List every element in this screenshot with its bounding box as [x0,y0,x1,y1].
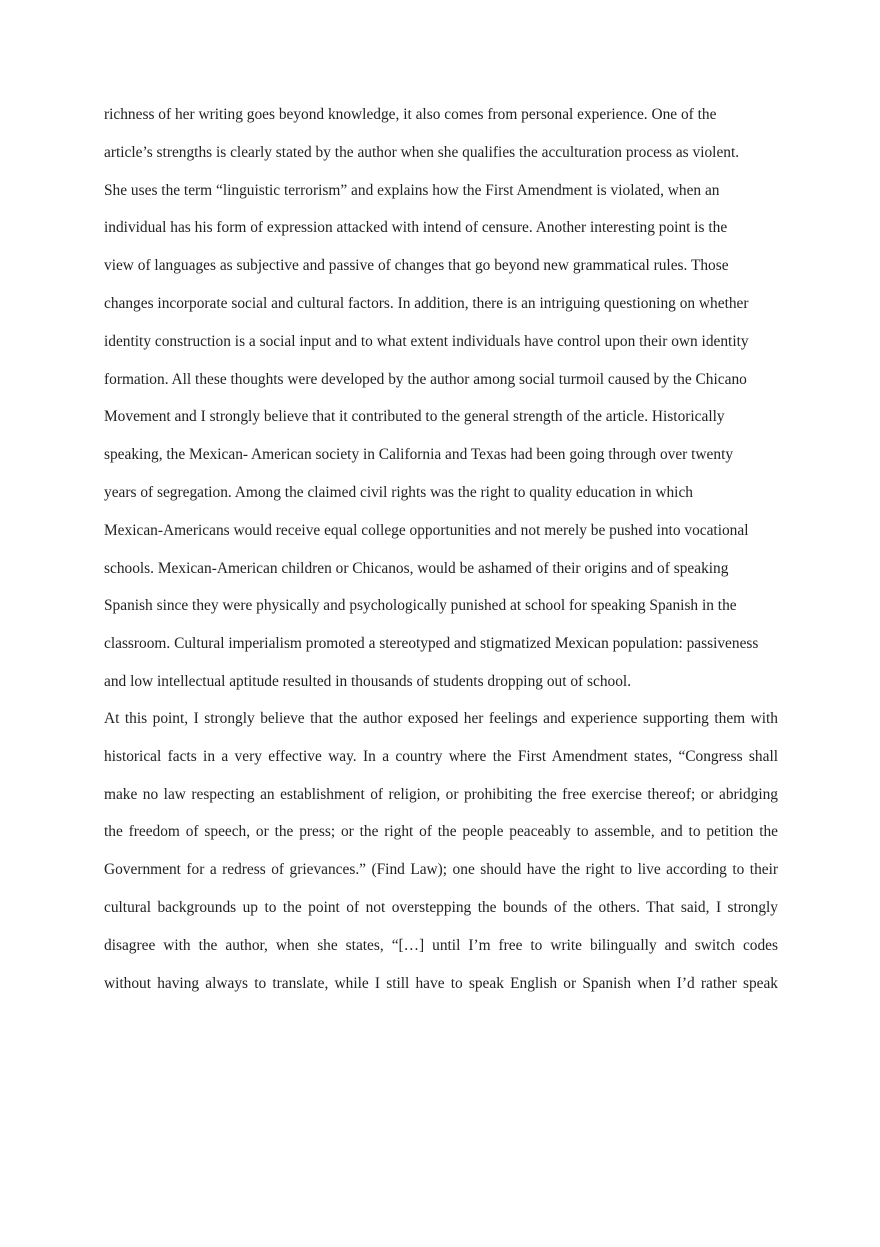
text-line: disagree with the author, when she states, “[…] until I’m free to write bilingually and switch codes [104,936,778,954]
text-line: Mexican-Americans would receive equal college opportunities and not merely be pushed into vocational [104,521,749,539]
text-line: At this point, I strongly believe that the author exposed her feelings and experience supporting them with [104,710,778,727]
text-line: historical facts in a very effective way. In a country where the First Amendment states, “Congress shall [104,747,778,765]
text-line: Movement and I strongly believe that it contributed to the general strength of the article. Historically [104,408,725,426]
text-line: identity construction is a social input and to what extent individuals have control upon their own identity [104,332,749,350]
text-line: years of segregation. Among the claimed civil rights was the right to quality education in which [104,483,693,501]
text-line: Spanish since they were physically and psychologically punished at school for speaking Spanish in the [104,597,737,615]
text-line: view of languages as subjective and passive of changes that go beyond new grammatical rules. Those [104,257,729,275]
text-line: classroom. Cultural imperialism promoted a stereotyped and stigmatized Mexican population: passiveness [104,635,759,653]
paragraph-1 [104,101,778,706]
text-line: and low intellectual aptitude resulted in thousands of students dropping out of school. [104,672,632,690]
text-line: schools. Mexican-American children or Chicanos, would be ashamed of their origins and of speaking [104,559,729,577]
text-line: She uses the term “linguistic terrorism” and explains how the First Amendment is violated, when an [104,181,720,199]
text-line: formation. All these thoughts were developed by the author among social turmoil caused by the Chicano [104,370,747,388]
paragraph-2 [104,705,778,1007]
text-line: article’s strengths is clearly stated by the author when she qualifies the acculturation process as violent. [104,143,740,161]
text-line: without having always to translate, while I still have to speak English or Spanish when I’d rather speak [104,974,778,992]
text-line: cultural backgrounds up to the point of not overstepping the bounds of the others. That said, I strongly [104,898,778,916]
text-line: individual has his form of expression attacked with intend of censure. Another interesting point is the [104,219,728,237]
text-line: speaking, the Mexican- American society in California and Texas had been going through over twenty [104,446,734,464]
text-line: make no law respecting an establishment of religion, or prohibiting the free exercise thereof; or abridging [104,785,778,803]
text-line: Government for a redress of grievances.” (Find Law); one should have the right to live according to their [104,861,778,879]
text-line: the freedom of speech, or the press; or the right of the people peaceably to assemble, and to petition the [104,823,778,841]
text-line: changes incorporate social and cultural factors. In addition, there is an intriguing questioning on whether [104,294,749,312]
text-line: richness of her writing goes beyond knowledge, it also comes from personal experience. One of the [104,106,717,123]
